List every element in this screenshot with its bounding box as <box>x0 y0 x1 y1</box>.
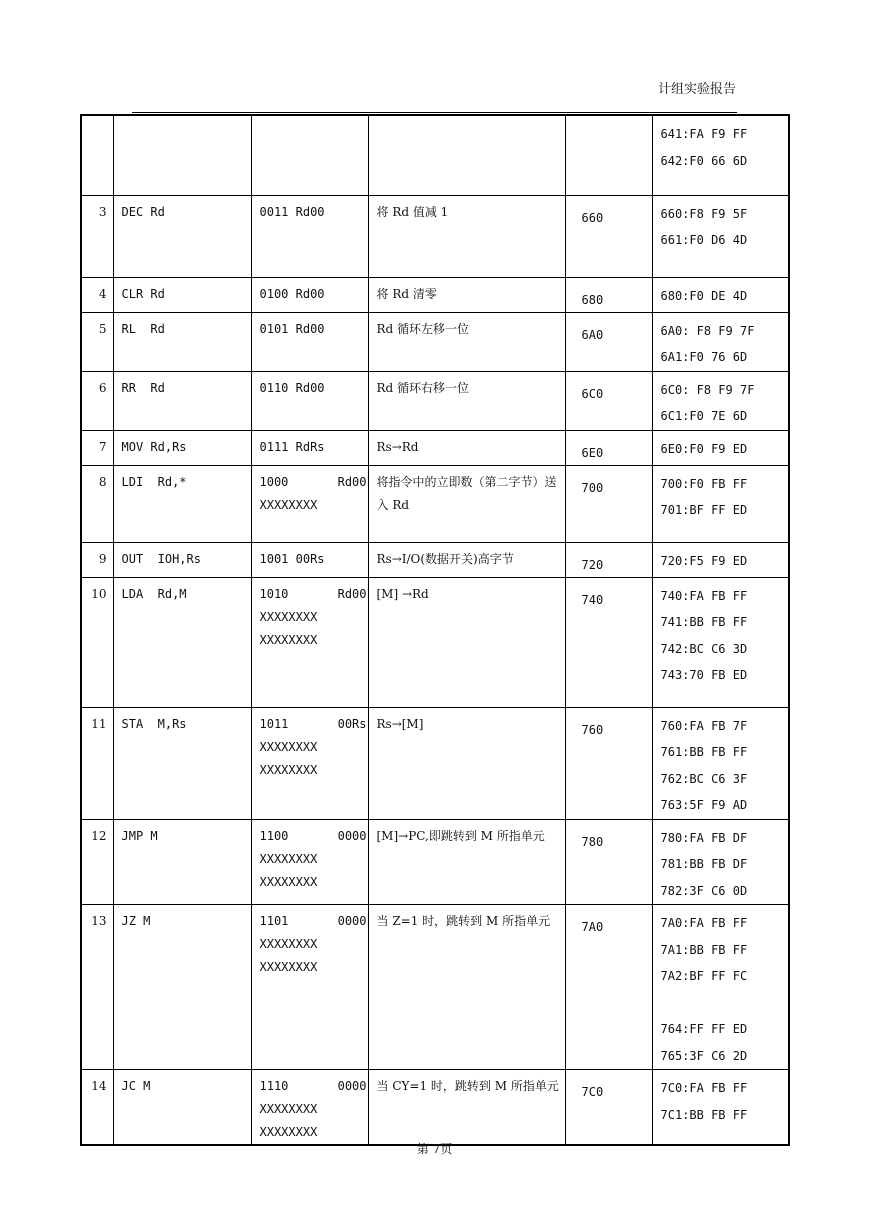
microcode-word: 641:FA F9 FF <box>660 127 748 141</box>
microcode-word: 661:F0 D6 4D <box>660 233 748 247</box>
table-row <box>81 371 789 430</box>
instruction-mnemonic: STA M,Rs <box>121 716 187 731</box>
machine-code-opcode: 1011 <box>259 716 289 731</box>
table-row <box>81 430 789 465</box>
instruction-mnemonic: JC M <box>121 1079 151 1093</box>
machine-code-opcode: 1101 <box>259 914 289 928</box>
microcode-word: 763:5F F9 AD <box>660 798 748 812</box>
row-number: 3 <box>98 204 107 219</box>
machine-code-extra-byte: XXXXXXXX <box>259 851 318 866</box>
header-divider <box>132 112 737 113</box>
microprogram-entry-address: 7A0 <box>581 920 604 934</box>
table-row <box>81 819 789 905</box>
microprogram-entry-address: 700 <box>581 480 604 495</box>
instruction-mnemonic: RR Rd <box>121 380 165 395</box>
instruction-description: 将 Rd 值减 1 <box>376 204 449 219</box>
row-number: 9 <box>98 551 107 566</box>
microcode-word: 6C0: F8 F9 7F <box>660 382 755 397</box>
microcode-word: 6A1:F0 76 6D <box>660 350 748 364</box>
machine-code: 0011 Rd00 <box>259 204 325 219</box>
microcode-word: 7C0:FA FB FF <box>660 1081 748 1095</box>
instruction-description: Rs→I/O(数据开关)高字节 <box>376 551 514 566</box>
table-row <box>81 277 789 312</box>
microcode-word: 742:BC C6 3D <box>660 641 748 656</box>
machine-code-opcode: 1010 <box>259 586 289 601</box>
instruction-description: [M]→PC,即跳转到 M 所指单元 <box>376 828 545 843</box>
microcode-word: 743:70 FB ED <box>660 668 748 682</box>
machine-code: 0110 Rd00 <box>259 380 325 395</box>
microcode-word: 6C1:F0 7E 6D <box>660 409 748 423</box>
machine-code-extra-byte: XXXXXXXX <box>259 739 318 754</box>
page-number: 第 7页 <box>416 1142 453 1156</box>
row-number: 11 <box>91 716 107 731</box>
machine-code-extra-byte: XXXXXXXX <box>259 632 318 647</box>
instruction-mnemonic: OUT IOH,Rs <box>121 551 201 566</box>
instruction-description: 将指令中的立即数（第二字节）送入 Rd <box>376 474 557 512</box>
microcode-word: 780:FA FB DF <box>660 830 748 845</box>
microcode-word: 701:BF FF ED <box>660 503 748 517</box>
microcode-word: 765:3F C6 2D <box>660 1048 748 1063</box>
machine-code-extra-byte: XXXXXXXX <box>259 1102 318 1116</box>
table-row <box>81 542 789 577</box>
microcode-word: 700:F0 FB FF <box>660 476 748 491</box>
row-number: 4 <box>98 286 107 301</box>
table-row <box>81 465 789 542</box>
row-number: 12 <box>91 828 107 843</box>
machine-code: 1001 00Rs <box>259 551 325 566</box>
machine-code-opcode: 1110 <box>259 1079 289 1093</box>
machine-code-extra-byte: XXXXXXXX <box>259 874 318 889</box>
microcode-word <box>661 990 789 1017</box>
microcode-word: 660:F8 F9 5F <box>660 206 748 221</box>
row-number: 6 <box>98 380 107 395</box>
microcode-word: 6A0: F8 F9 7F <box>660 323 755 338</box>
microcode-word: 7C1:BB FB FF <box>660 1107 748 1122</box>
instruction-mnemonic: DEC Rd <box>121 204 165 219</box>
instruction-table <box>80 114 790 1146</box>
instruction-description: Rd 循环右移一位 <box>376 380 470 395</box>
microcode-word: 761:BB FB FF <box>660 745 748 759</box>
machine-code-operand: Rd00 <box>337 586 367 601</box>
row-number: 7 <box>98 439 107 454</box>
row-number: 14 <box>91 1079 107 1093</box>
instruction-mnemonic: RL Rd <box>121 321 165 336</box>
instruction-mnemonic: CLR Rd <box>121 286 165 301</box>
table-row <box>81 115 789 195</box>
table-row <box>81 905 789 1070</box>
microprogram-entry-address: 760 <box>581 722 604 737</box>
table-row <box>81 577 789 707</box>
microcode-word: 782:3F C6 0D <box>660 883 748 898</box>
microprogram-entry-address: 7C0 <box>581 1085 604 1099</box>
instruction-mnemonic: JMP M <box>121 828 158 843</box>
microcode-word: 6E0:F0 F9 ED <box>660 441 748 456</box>
page-header-title: 计组实验报告 <box>657 82 736 97</box>
table-row <box>81 707 789 819</box>
microcode-word: 740:FA FB FF <box>660 588 748 603</box>
microprogram-entry-address: 780 <box>581 834 604 849</box>
instruction-mnemonic: LDI Rd,* <box>121 474 187 489</box>
table-row <box>81 312 789 371</box>
microcode-word: 764:FF FF ED <box>660 1022 748 1036</box>
machine-code-extra-byte: XXXXXXXX <box>259 762 318 777</box>
microcode-word: 762:BC C6 3F <box>660 771 748 786</box>
row-number: 8 <box>98 474 107 489</box>
microcode-word: 680:F0 DE 4D <box>660 288 748 303</box>
instruction-mnemonic: MOV Rd,Rs <box>121 439 187 454</box>
instruction-description: 将 Rd 清零 <box>376 286 437 301</box>
row-number: 5 <box>98 321 107 336</box>
microcode-word: 7A2:BF FF FC <box>660 969 748 983</box>
machine-code-extra-byte: XXXXXXXX <box>259 609 318 624</box>
microcode-word: 7A1:BB FB FF <box>660 942 748 957</box>
microprogram-entry-address: 6A0 <box>581 327 604 342</box>
machine-code: 0111 RdRs <box>259 439 325 454</box>
machine-code-extra-byte: XXXXXXXX <box>259 937 318 951</box>
machine-code-opcode: 1100 <box>259 828 289 843</box>
row-number: 13 <box>91 914 107 928</box>
microcode-word: 720:F5 F9 ED <box>660 553 748 568</box>
instruction-description: 当 Z=1 时，跳转到 M 所指单元 <box>376 914 551 928</box>
table-row <box>81 195 789 277</box>
microprogram-entry-address: 6C0 <box>581 386 604 401</box>
microcode-word: 760:FA FB 7F <box>660 718 748 733</box>
microprogram-entry-address: 680 <box>581 292 604 307</box>
microcode-word: 642:F0 66 6D <box>660 153 748 168</box>
machine-code-operand: 0000 <box>337 914 367 928</box>
microprogram-entry-address: 660 <box>581 210 604 225</box>
machine-code-opcode: 1000 <box>259 474 289 489</box>
machine-code: 0100 Rd00 <box>259 286 325 301</box>
microprogram-entry-address: 6E0 <box>581 445 604 460</box>
machine-code-extra-byte: XXXXXXXX <box>259 960 318 974</box>
microcode-word: 781:BB FB DF <box>660 857 748 871</box>
machine-code-operand: 0000 <box>337 1079 367 1093</box>
instruction-description: [M] →Rd <box>376 586 429 601</box>
microprogram-entry-address: 720 <box>581 557 604 572</box>
machine-code: 0101 Rd00 <box>259 321 325 336</box>
machine-code-operand: 00Rs <box>337 716 367 731</box>
machine-code-operand: 0000 <box>337 828 367 843</box>
machine-code-extra-byte: XXXXXXXX <box>259 1125 318 1139</box>
microcode-word: 741:BB FB FF <box>660 615 748 629</box>
table-row <box>81 1070 789 1146</box>
instruction-description: Rs→Rd <box>376 439 419 454</box>
microcode-word: 7A0:FA FB FF <box>660 916 748 930</box>
machine-code-operand: Rd00 <box>337 474 367 489</box>
instruction-description: Rs→[M] <box>376 716 424 731</box>
machine-code-extra-byte: XXXXXXXX <box>259 497 318 512</box>
instruction-mnemonic: LDA Rd,M <box>121 586 187 601</box>
instruction-description: 当 CY=1 时，跳转到 M 所指单元 <box>376 1079 559 1093</box>
instruction-mnemonic: JZ M <box>121 914 151 928</box>
microprogram-entry-address: 740 <box>581 592 604 607</box>
row-number: 10 <box>91 586 107 601</box>
instruction-description: Rd 循环左移一位 <box>376 321 470 336</box>
